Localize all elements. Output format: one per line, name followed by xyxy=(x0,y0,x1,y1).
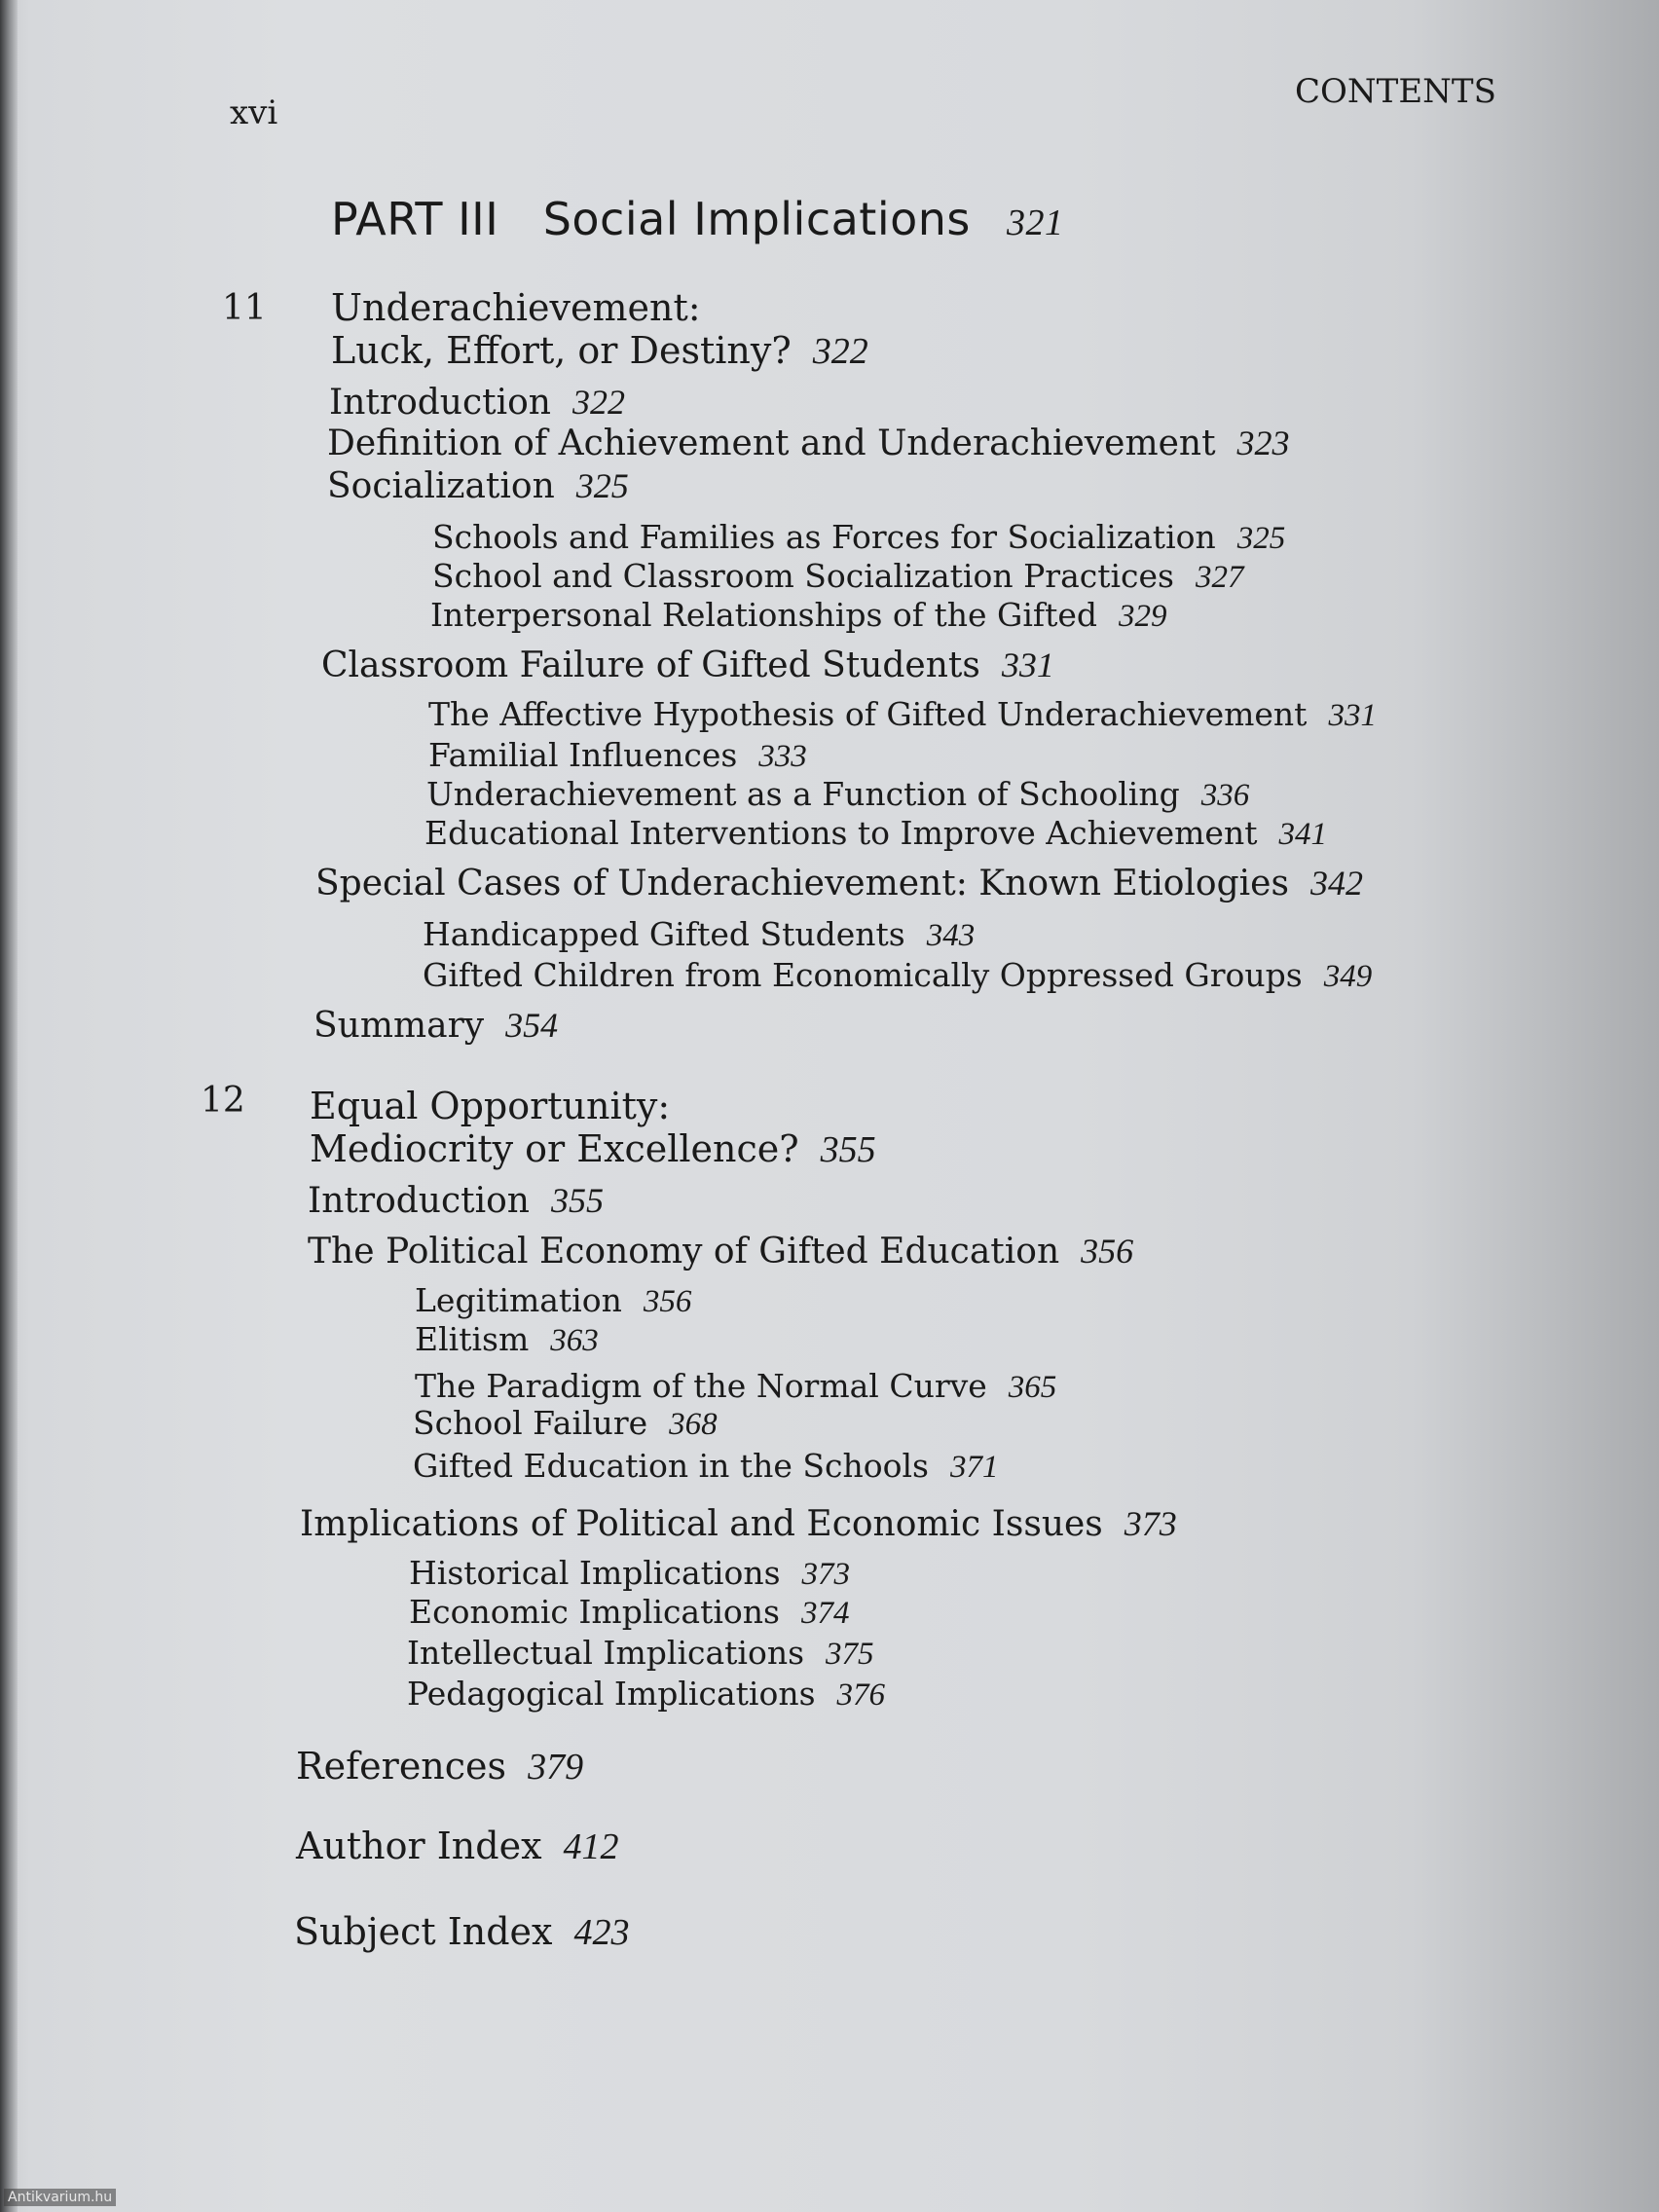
toc-subentry: Historical Implications 373 xyxy=(409,1554,851,1592)
toc-entry: Summary 354 xyxy=(313,1006,559,1046)
part-heading xyxy=(331,193,1064,245)
toc-subentry: School Failure 368 xyxy=(413,1404,718,1442)
chapter-number: 11 xyxy=(222,288,267,328)
toc-subentry: Gifted Children from Economically Oppressed Groups 349 xyxy=(423,956,1373,994)
chapter-page: 355 xyxy=(820,1129,876,1170)
toc-subentry: Schools and Families as Forces for Socialization 325 xyxy=(432,518,1286,556)
toc-subentry: The Paradigm of the Normal Curve 365 xyxy=(415,1367,1057,1405)
chapter-page: 322 xyxy=(812,331,868,372)
toc-entry: Introduction 322 xyxy=(329,383,625,423)
toc-subentry: Pedagogical Implications 376 xyxy=(407,1675,886,1713)
chapter-title-line2: Mediocrity or Excellence? 355 xyxy=(310,1127,876,1170)
toc-subentry: Educational Interventions to Improve Achievement 341 xyxy=(424,814,1327,852)
part-label: PART III xyxy=(331,193,499,245)
part-page: 321 xyxy=(1007,203,1064,243)
toc-subentry: Familial Influences 333 xyxy=(428,736,807,774)
watermark-label: Antikvarium.hu xyxy=(4,2189,116,2206)
back-matter-entry: Subject Index 423 xyxy=(294,1910,630,1953)
toc-subentry: Gifted Education in the Schools 371 xyxy=(413,1447,999,1485)
toc-entry: The Political Economy of Gifted Education 356 xyxy=(308,1232,1134,1272)
toc-entry: Definition of Achievement and Underachievement 323 xyxy=(327,424,1290,463)
toc-subentry: Intellectual Implications 375 xyxy=(407,1634,874,1672)
part-title: Social Implications xyxy=(542,193,971,245)
toc-subentry: School and Classroom Socialization Practices 327 xyxy=(432,557,1244,595)
toc-subentry: Economic Implications 374 xyxy=(409,1593,850,1631)
chapter-title-line2: Luck, Effort, or Destiny? 322 xyxy=(331,329,868,372)
toc-entry: Classroom Failure of Gifted Students 331 xyxy=(321,645,1054,685)
chapter-title-line1: Underachievement: xyxy=(331,286,701,329)
toc-entry: Socialization 325 xyxy=(327,466,629,506)
chapter-number: 12 xyxy=(201,1081,245,1121)
page-number: xvi xyxy=(230,93,278,132)
running-head: CONTENTS xyxy=(1295,72,1496,111)
toc-subentry: Elitism 363 xyxy=(415,1320,599,1358)
toc-subentry: Legitimation 356 xyxy=(415,1281,692,1319)
toc-subentry: Interpersonal Relationships of the Gifted 329 xyxy=(430,596,1167,634)
toc-entry: Special Cases of Underachievement: Known Etiologies 342 xyxy=(315,864,1363,903)
chapter-title-line1: Equal Opportunity: xyxy=(310,1085,671,1127)
toc-entry: Introduction 355 xyxy=(308,1181,604,1221)
toc-subentry: The Affective Hypothesis of Gifted Underachievement 331 xyxy=(428,695,1377,733)
book-spine-shadow xyxy=(0,0,18,2212)
back-matter-entry: Author Index 412 xyxy=(296,1825,619,1867)
toc-entry: Implications of Political and Economic Issues 373 xyxy=(300,1504,1177,1544)
toc-subentry: Handicapped Gifted Students 343 xyxy=(423,915,976,953)
toc-subentry: Underachievement as a Function of Schooling 336 xyxy=(426,775,1250,813)
back-matter-entry: References 379 xyxy=(296,1745,584,1788)
